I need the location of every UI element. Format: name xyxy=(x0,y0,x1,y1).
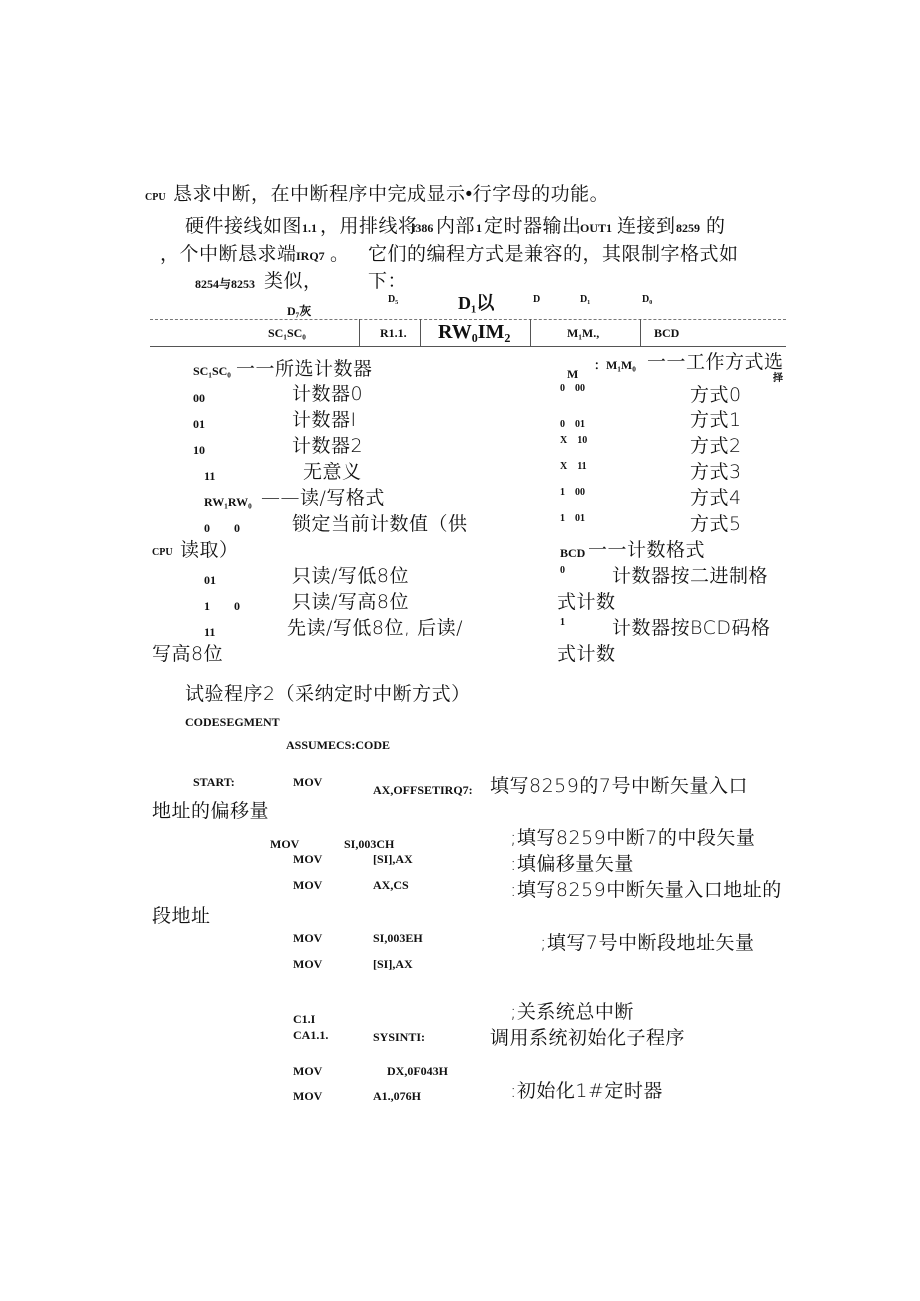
intro-line-3c: 它们的编程方式是兼容的，其限制字格式如 xyxy=(368,243,739,265)
intro-line-2f: 的 xyxy=(706,215,726,237)
code-op: MOV xyxy=(293,931,323,945)
rw-desc: ——读/写格式 xyxy=(261,487,385,509)
table-top-border xyxy=(150,319,786,320)
sc-desc-01: 计数器I xyxy=(292,409,357,431)
intro-line-4b: 下： xyxy=(368,270,408,292)
code-arg: SI,003EH xyxy=(373,931,423,945)
m-code-1: 0 01 xyxy=(560,419,585,430)
sc-code-01: 01 xyxy=(193,417,205,431)
sc-desc-11: 无意义 xyxy=(303,461,362,483)
bcd-cont-0: 式计数 xyxy=(557,591,616,613)
intro-line-1: 恳求中断，在中断程序中完成显示•行字母的功能。 xyxy=(173,183,610,205)
intro-line-4a: 类似， xyxy=(264,270,323,292)
table-bottom-border xyxy=(150,346,786,347)
cell-rl: R1.1. xyxy=(380,326,407,340)
m-desc-1: 方式1 xyxy=(690,409,742,431)
bit-label-d: D xyxy=(533,294,541,305)
code-arg: [SI],AX xyxy=(373,957,413,971)
bit-label-d1: D₁ xyxy=(580,294,591,305)
program-title: 试验程序2（采纳定时中断方式） xyxy=(185,683,471,705)
table-divider-3 xyxy=(530,319,531,347)
rw-code-10: 1 0 xyxy=(204,599,241,613)
code-comment: :填偏移量矢量 xyxy=(510,853,634,875)
code-comment: ;填写8259中断7的中段矢量 xyxy=(510,827,756,849)
m-desc: 一一工作方式选 xyxy=(647,351,784,373)
code-comment: 填写8259的7号中断矢量入口 xyxy=(490,775,748,797)
bcd-desc: 一一计数格式 xyxy=(588,539,706,561)
code-op: MOV xyxy=(293,878,323,892)
code-comment: ;关系统总中断 xyxy=(510,1001,634,1023)
chips-8254-8253: 8254与8253 xyxy=(195,277,256,291)
code-op: MOV xyxy=(293,1089,323,1103)
bit-label-d7: D₇灰 xyxy=(287,304,312,318)
intro-line-2b: ，用排线将 xyxy=(320,215,418,237)
table-divider-2 xyxy=(420,319,421,347)
intro-line-2d: 定时器输出 xyxy=(484,215,582,237)
sc-code-00: 00 xyxy=(193,391,205,405)
bcd-code-1: 1 xyxy=(560,617,565,628)
m-desc-0: 方式0 xyxy=(690,384,742,406)
m-desc-4: 方式4 xyxy=(690,487,742,509)
m-code-2: X 10 xyxy=(560,435,588,446)
code-arg: A1.,076H xyxy=(373,1089,421,1103)
sc-head: SC₁SC₀ xyxy=(193,364,231,378)
m-desc-3: 方式3 xyxy=(690,461,742,483)
m-head: ：M₁M₀ xyxy=(594,358,636,372)
rw-cont-read: 读取） xyxy=(180,539,239,561)
chip-8259: 8259 xyxy=(676,221,700,235)
code-op: CA1.1. xyxy=(293,1028,329,1042)
m-head-m: M xyxy=(567,367,579,381)
rw-desc-10: 只读/写高8位 xyxy=(292,591,409,613)
bcd-desc-1: 计数器按BCD码格 xyxy=(612,617,771,639)
bcd-head: BCD xyxy=(560,546,586,560)
rw-desc-00: 锁定当前计数值（供 xyxy=(292,513,468,535)
code-segment: CODESEGMENT xyxy=(185,715,280,729)
code-arg: SYSINTI: xyxy=(373,1030,426,1044)
sc-code-10: 10 xyxy=(193,443,205,457)
code-arg: SI,003CH xyxy=(344,837,395,851)
code-comment-cont: 段地址 xyxy=(152,905,211,927)
code-op: MOV xyxy=(293,957,323,971)
code-arg: AX,OFFSETIRQ7: xyxy=(373,783,473,797)
sc-desc-10: 计数器2 xyxy=(292,435,364,457)
bcd-code-0: 0 xyxy=(560,565,565,576)
rw-desc-11: 先读/写低8位, 后读/ xyxy=(287,617,463,639)
bcd-cont-1: 式计数 xyxy=(557,643,616,665)
table-divider-1 xyxy=(359,319,360,347)
code-label-start: START: xyxy=(193,775,235,789)
code-arg: AX,CS xyxy=(373,878,409,892)
sc-desc: 一一所选计数器 xyxy=(236,358,373,380)
code-comment: 调用系统初始化子程序 xyxy=(490,1027,686,1049)
code-comment: :填写8259中断矢量入口地址的 xyxy=(510,879,782,901)
code-comment: ;填写7号中断段地址矢量 xyxy=(540,932,755,954)
cell-bcd: BCD xyxy=(654,326,680,340)
sc-desc-00: 计数器0 xyxy=(292,383,364,405)
m-code-4: 1 00 xyxy=(560,487,585,498)
code-arg: DX,0F043H xyxy=(387,1064,448,1078)
bit-label-d3: D₁以 xyxy=(458,293,495,313)
intro-line-2e: 连接到 xyxy=(617,215,676,237)
rw-code-11: 11 xyxy=(204,625,216,639)
cell-m: M₁M., xyxy=(567,326,600,340)
intro-line-3b: 。 xyxy=(330,243,350,265)
figure-ref: 1.1 xyxy=(302,221,317,235)
assume-directive: ASSUMECS:CODE xyxy=(286,738,391,752)
code-op: MOV xyxy=(293,1064,323,1078)
bit-label-d5: D₅ xyxy=(388,294,399,305)
rw-cont-cpu: CPU xyxy=(152,547,173,558)
out1-label: OUT1 xyxy=(580,221,613,235)
sc-code-11: 11 xyxy=(204,469,216,483)
cell-rw-m: RW₀IM₂ xyxy=(438,321,511,343)
rw-code-01: 01 xyxy=(204,573,216,587)
m-code-3: X 11 xyxy=(560,461,587,472)
m-desc-5: 方式5 xyxy=(690,513,742,535)
rw-code-00: 0 0 xyxy=(204,521,241,535)
chip-i386: i386 xyxy=(412,221,434,235)
cpu-label: CPU xyxy=(145,192,166,203)
rw-head: RW₁RW₀ xyxy=(204,495,252,509)
cell-sc: SC₁SC₀ xyxy=(268,326,306,340)
m-code-0: 0 00 xyxy=(560,383,585,394)
intro-line-3a: ，个中断恳求端 xyxy=(160,243,297,265)
intro-line-2a: 硬件接线如图 xyxy=(185,215,303,237)
irq7-label: IRQ7 xyxy=(296,249,325,263)
code-comment-cont: 地址的偏移量 xyxy=(152,800,270,822)
code-op: MOV xyxy=(293,852,323,866)
bcd-desc-0: 计数器按二进制格 xyxy=(612,565,769,587)
code-op: C1.I xyxy=(293,1012,316,1026)
code-op: MOV xyxy=(293,775,323,789)
intro-line-2c: 内部 xyxy=(436,215,476,237)
code-op: MOV xyxy=(270,837,300,851)
m-code-5: 1 01 xyxy=(560,513,585,524)
code-comment: :初始化1#定时器 xyxy=(510,1080,663,1102)
bit-label-d0: D₀ xyxy=(642,294,653,305)
m-desc-2: 方式2 xyxy=(690,435,742,457)
rw-cont-high: 写高8位 xyxy=(152,643,224,665)
m-desc-cut: 择 xyxy=(773,373,783,384)
rw-desc-01: 只读/写低8位 xyxy=(292,565,409,587)
table-divider-4 xyxy=(640,319,641,347)
timer-number: 1 xyxy=(476,221,482,235)
code-arg: [SI],AX xyxy=(373,852,413,866)
